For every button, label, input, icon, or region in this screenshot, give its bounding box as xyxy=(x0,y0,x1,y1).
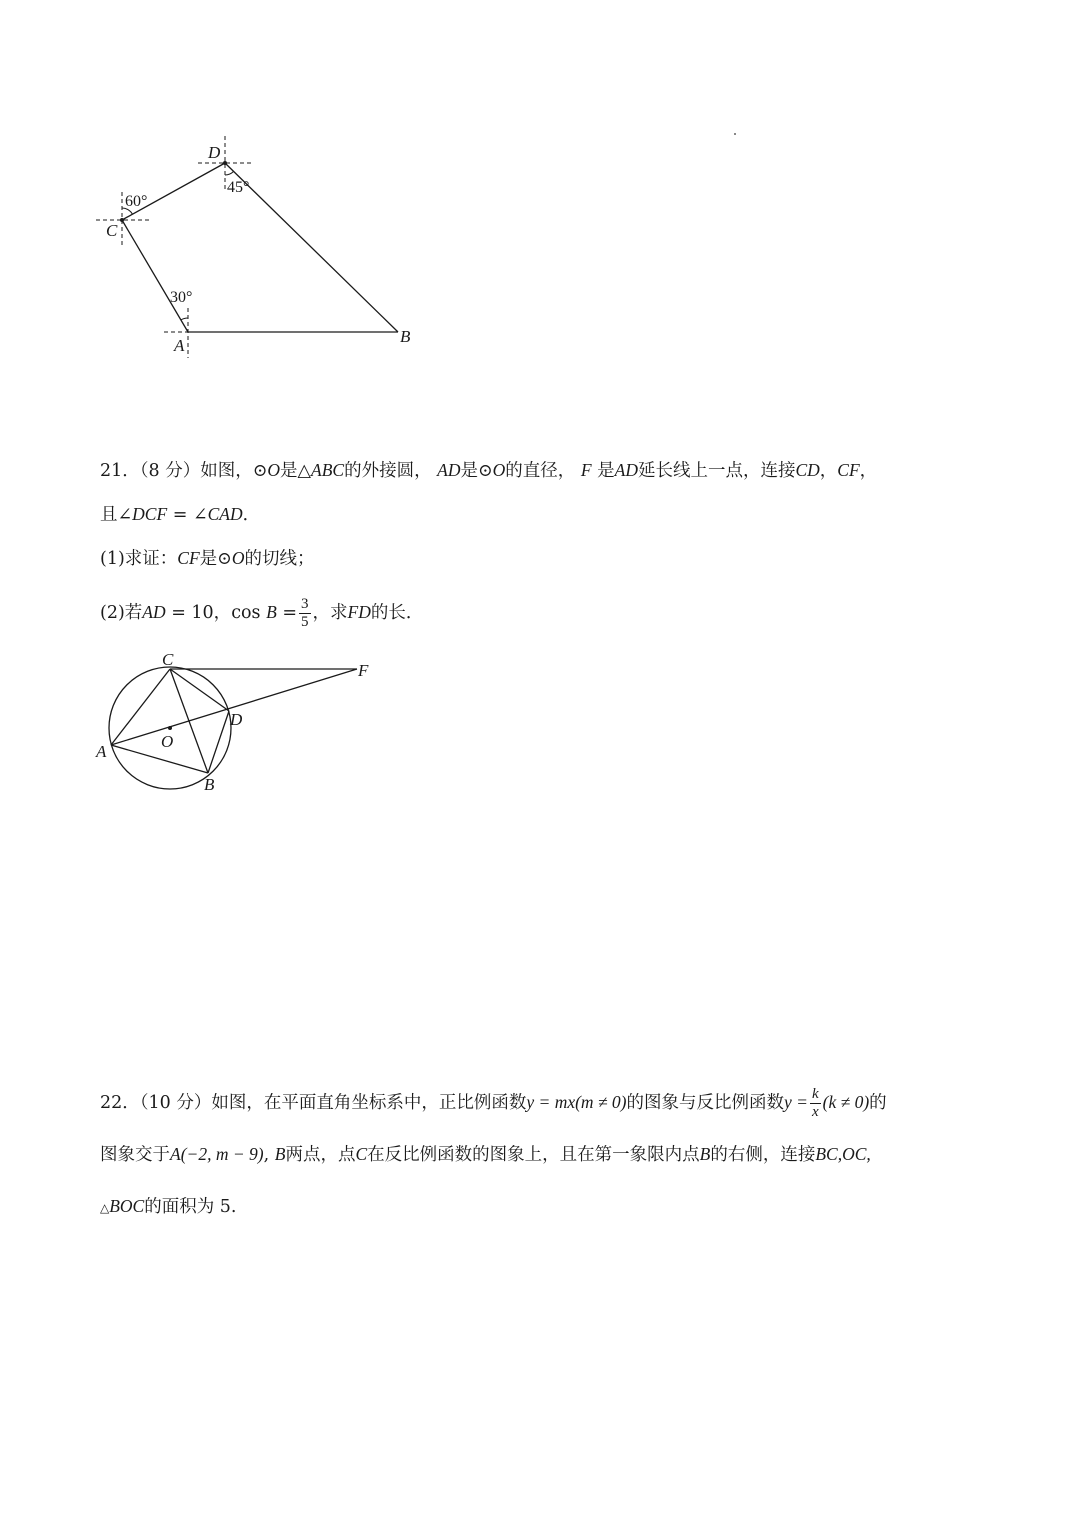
segment-ab xyxy=(111,745,208,773)
angle-arc-d xyxy=(225,171,234,175)
segment-db xyxy=(225,163,398,332)
label-o: O xyxy=(161,732,174,751)
angle-45: 45° xyxy=(227,179,250,196)
q21-part2: (2)若AD = 10，cos B = $\frac{3}{5}$ ，求FD的长． xyxy=(100,596,424,630)
angle-60: 60° xyxy=(125,193,148,210)
label-a: A xyxy=(96,742,107,761)
label-c: C xyxy=(106,221,118,240)
q21-score: （8 分） xyxy=(139,461,201,481)
point-o xyxy=(168,726,172,730)
fraction-k-x: $\frac{k}{x}$ xyxy=(811,1086,819,1120)
label-a: A xyxy=(174,336,185,355)
q22-line2: 图象交于A(−2, m − 9), B两点，点C在反比例函数的图象上，且在第一象限内点B的右侧，连接BC,OC, xyxy=(100,1144,871,1165)
segment-ca xyxy=(122,220,188,332)
q22-line3: △BOC的面积为 5. xyxy=(100,1196,237,1217)
q21-line2: 且∠DCF = ∠CAD． xyxy=(100,504,261,525)
point-c xyxy=(120,218,124,222)
label-d: D xyxy=(230,710,243,729)
label-d: D xyxy=(208,143,221,162)
label-f: F xyxy=(358,661,369,680)
label-b: B xyxy=(204,775,215,794)
q21-line1: 21．（8 分）如图，⊙O是△ABC的外接圆， AD是⊙O的直径， F 是AD延长线上一点，连接CD，CF， xyxy=(100,460,878,481)
label-b: B xyxy=(400,327,411,346)
segment-af xyxy=(111,669,357,745)
q21-part1: (1)求证：CF是⊙O的切线； xyxy=(100,548,315,569)
fraction-3-5: $\frac{3}{5}$ xyxy=(301,596,309,630)
circle-figure xyxy=(92,645,382,800)
quadrilateral-figure xyxy=(90,130,430,360)
segment-cd xyxy=(122,163,225,220)
segment-cb xyxy=(170,669,208,773)
stray-dot xyxy=(734,133,736,135)
angle-arc-a xyxy=(181,318,188,320)
segment-db xyxy=(208,711,229,773)
label-c: C xyxy=(162,650,174,669)
q22-line1: 22．（10 分）如图，在平面直角坐标系中，正比例函数y = mx(m ≠ 0)的图象与反比例函数y = $\frac{k}{x}$ (k ≠ 0)的 xyxy=(100,1086,887,1120)
q22-score: （10 分） xyxy=(139,1093,212,1113)
q22-number: 22． xyxy=(100,1093,140,1113)
point-d xyxy=(223,161,227,165)
angle-30: 30° xyxy=(170,289,193,306)
q21-number: 21． xyxy=(100,461,140,481)
